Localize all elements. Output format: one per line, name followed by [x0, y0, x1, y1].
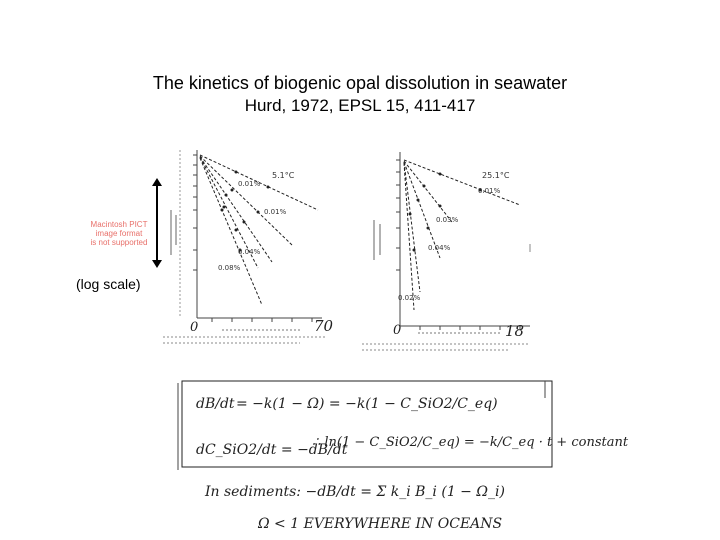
ocean-statement: Ω < 1 EVERYWHERE IN OCEANS — [258, 516, 503, 532]
right-label-temp: 25.1°C — [482, 171, 510, 180]
pict-line-3: is not supported — [90, 238, 148, 247]
left-label-1: 0.01% — [238, 180, 261, 188]
vertical-arrow — [152, 178, 162, 268]
eq1-rhs: = −k(1 − Ω) = −k(1 − C_SiO2/C_eq) — [236, 396, 498, 412]
figure-right-yticks — [396, 160, 400, 270]
left-label-3: 0.04% — [238, 248, 261, 256]
figure-left-lines — [200, 155, 318, 305]
eq2-lhs: dC_SiO2/dt = −dB/dt — [196, 442, 348, 458]
right-caption — [362, 344, 530, 350]
left-caption — [163, 337, 325, 343]
right-yaxis-label — [374, 220, 380, 260]
pict-line-1: Macintosh PICT — [90, 220, 148, 229]
left-axis-end: 70 — [314, 317, 334, 335]
right-axis-end: 18 — [505, 322, 525, 340]
left-label-4: 0.08% — [218, 264, 241, 272]
figure-right-points — [409, 173, 482, 252]
pict-line-2: image format — [95, 229, 143, 238]
left-label-temp: 5.1°C — [272, 171, 295, 180]
sediment-equation: In sediments: −dB/dt = Σ k_i B_i (1 − Ω_i) — [205, 484, 505, 500]
figure-left-yticks — [193, 155, 197, 270]
eq2-rhs: ∴ ln(1 − C_SiO2/C_eq) = −k/C_eq · t + constant — [312, 435, 629, 450]
eq1-lhs: dB/dt — [196, 396, 235, 412]
figure-right-lines — [404, 160, 520, 310]
right-label-1: 0.01% — [478, 187, 501, 195]
figure-left-xticks — [212, 318, 312, 322]
left-label-2: 0.01% — [264, 208, 287, 216]
log-scale-note: (log scale) — [76, 276, 141, 292]
right-label-4: 0.02% — [398, 294, 421, 302]
right-origin: 0 — [393, 323, 402, 338]
left-origin: 0 — [190, 320, 199, 335]
slide-subtitle: Hurd, 1972, EPSL 15, 411-417 — [244, 96, 476, 115]
left-yaxis-label — [171, 210, 176, 255]
figure-left-axes — [180, 150, 322, 318]
slide-title: The kinetics of biogenic opal dissolution in seawater — [152, 73, 568, 93]
right-label-2: 0.03% — [436, 216, 459, 224]
right-label-3: 0.04% — [428, 244, 451, 252]
